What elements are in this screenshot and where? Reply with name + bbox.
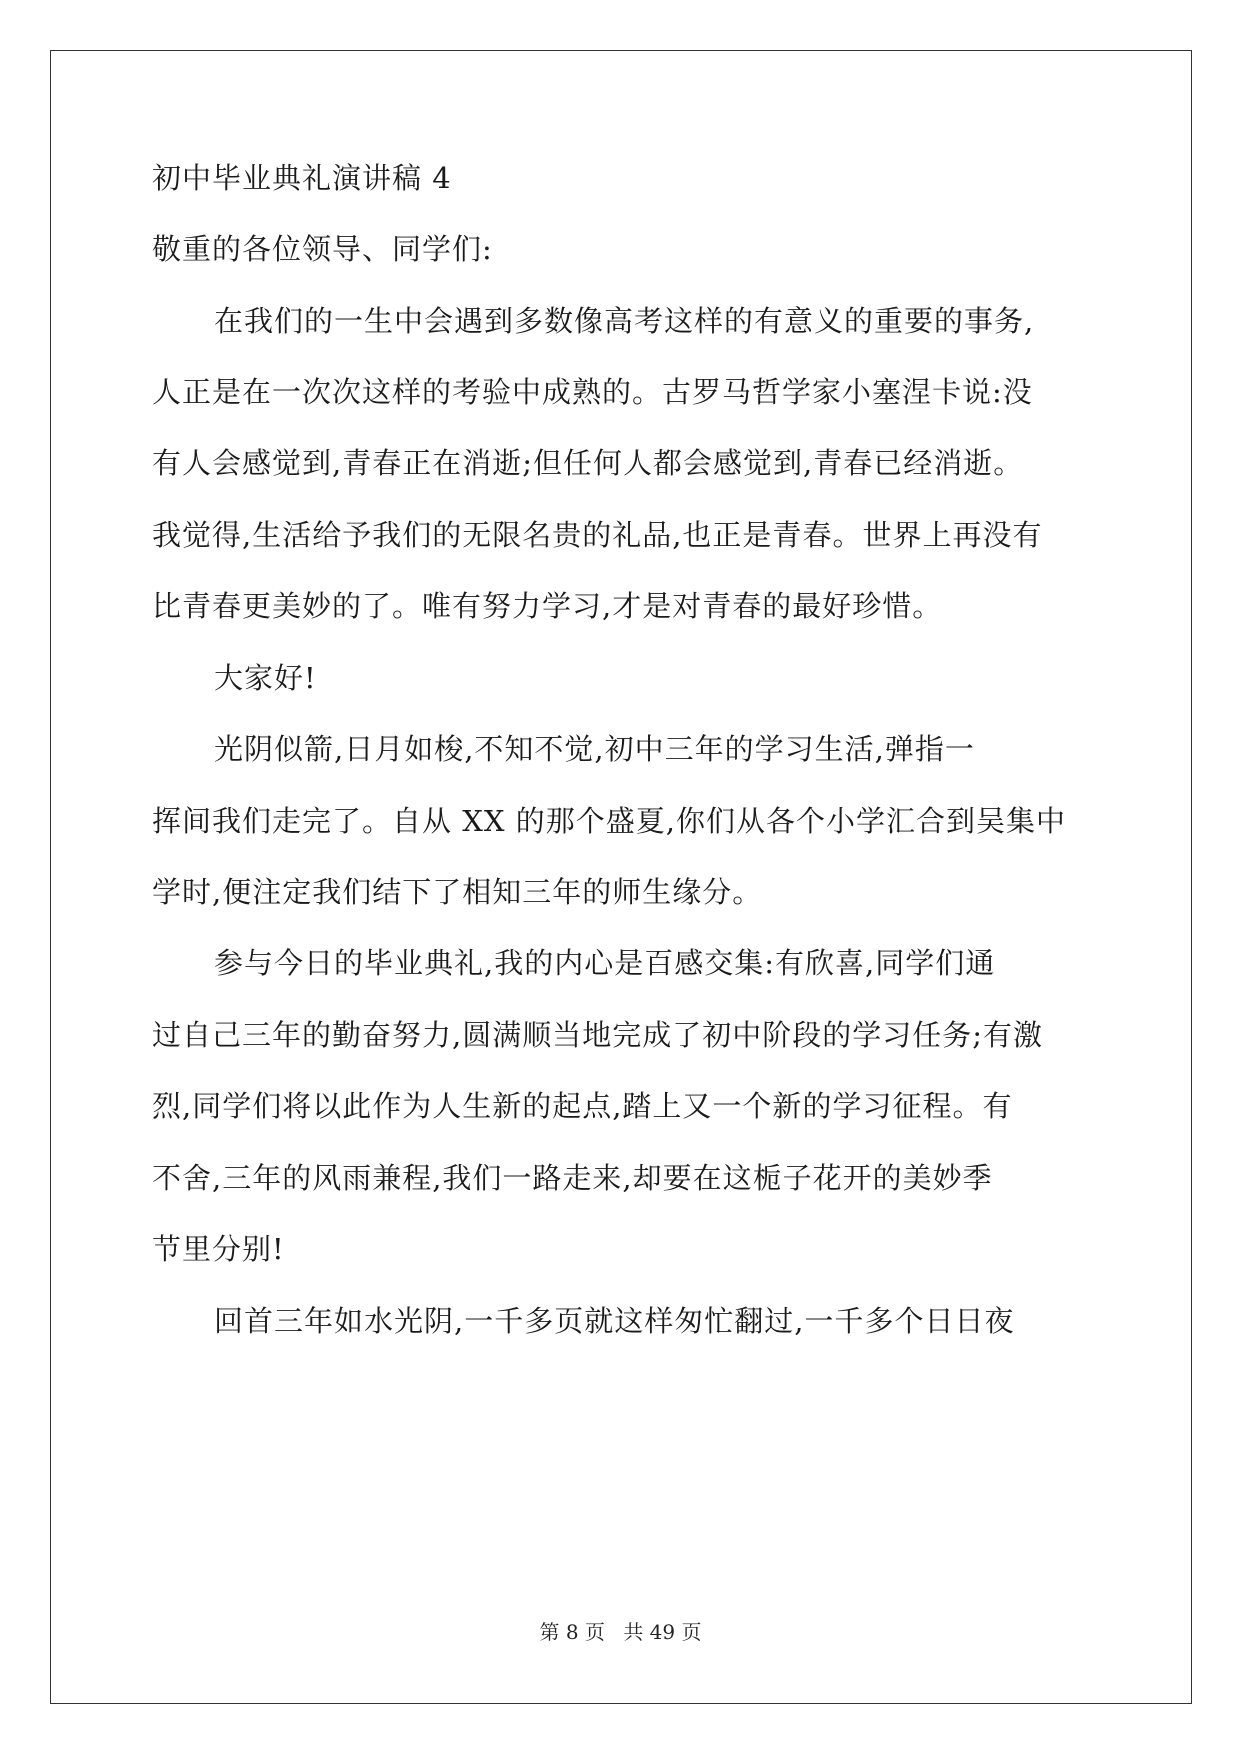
paragraph-line: 光阴似箭,日月如梭,不知不觉,初中三年的学习生活,弹指一	[214, 732, 975, 766]
paragraph-line: 烈,同学们将以此作为人生新的起点,踏上又一个新的学习征程。有	[152, 1089, 1013, 1123]
salutation: 敬重的各位领导、同学们:	[152, 232, 493, 266]
paragraph-line: 有人会感觉到,青春正在消逝;但任何人都会感觉到,青春已经消逝。	[152, 446, 1024, 480]
paragraph-line: 过自己三年的勤奋努力,圆满顺当地完成了初中阶段的学习任务;有激	[152, 1018, 1043, 1052]
paragraph-line: 不舍,三年的风雨兼程,我们一路走来,却要在这栀子花开的美妙季	[152, 1161, 993, 1195]
paragraph-line: 比青春更美妙的了。唯有努力学习,才是对青春的最好珍惜。	[152, 589, 943, 623]
document-title: 初中毕业典礼演讲稿 4	[152, 161, 452, 195]
paragraph-line: 挥间我们走完了。自从 XX 的那个盛夏,你们从各个小学汇合到吴集中	[152, 804, 1066, 838]
paragraph-line: 我觉得,生活给予我们的无限名贵的礼品,也正是青春。世界上再没有	[152, 518, 1043, 552]
paragraph-line: 节里分别!	[152, 1232, 285, 1266]
page-number: 第 8 页	[539, 1620, 605, 1644]
paragraph-line: 在我们的一生中会遇到多数像高考这样的有意义的重要的事务,	[214, 304, 1035, 338]
page-footer	[0, 1616, 1241, 1645]
paragraph-line: 回首三年如水光阴,一千多页就这样匆忙翻过,一千多个日日夜	[214, 1304, 1015, 1338]
paragraph-line: 学时,便注定我们结下了相知三年的师生缘分。	[152, 875, 763, 909]
paragraph-line: 参与今日的毕业典礼,我的内心是百感交集:有欣喜,同学们通	[214, 946, 996, 980]
paragraph-line: 人正是在一次次这样的考验中成熟的。古罗马哲学家小塞涅卡说:没	[152, 375, 1033, 409]
paragraph-line: 大家好!	[214, 661, 317, 695]
page-total: 共 49 页	[623, 1620, 702, 1644]
